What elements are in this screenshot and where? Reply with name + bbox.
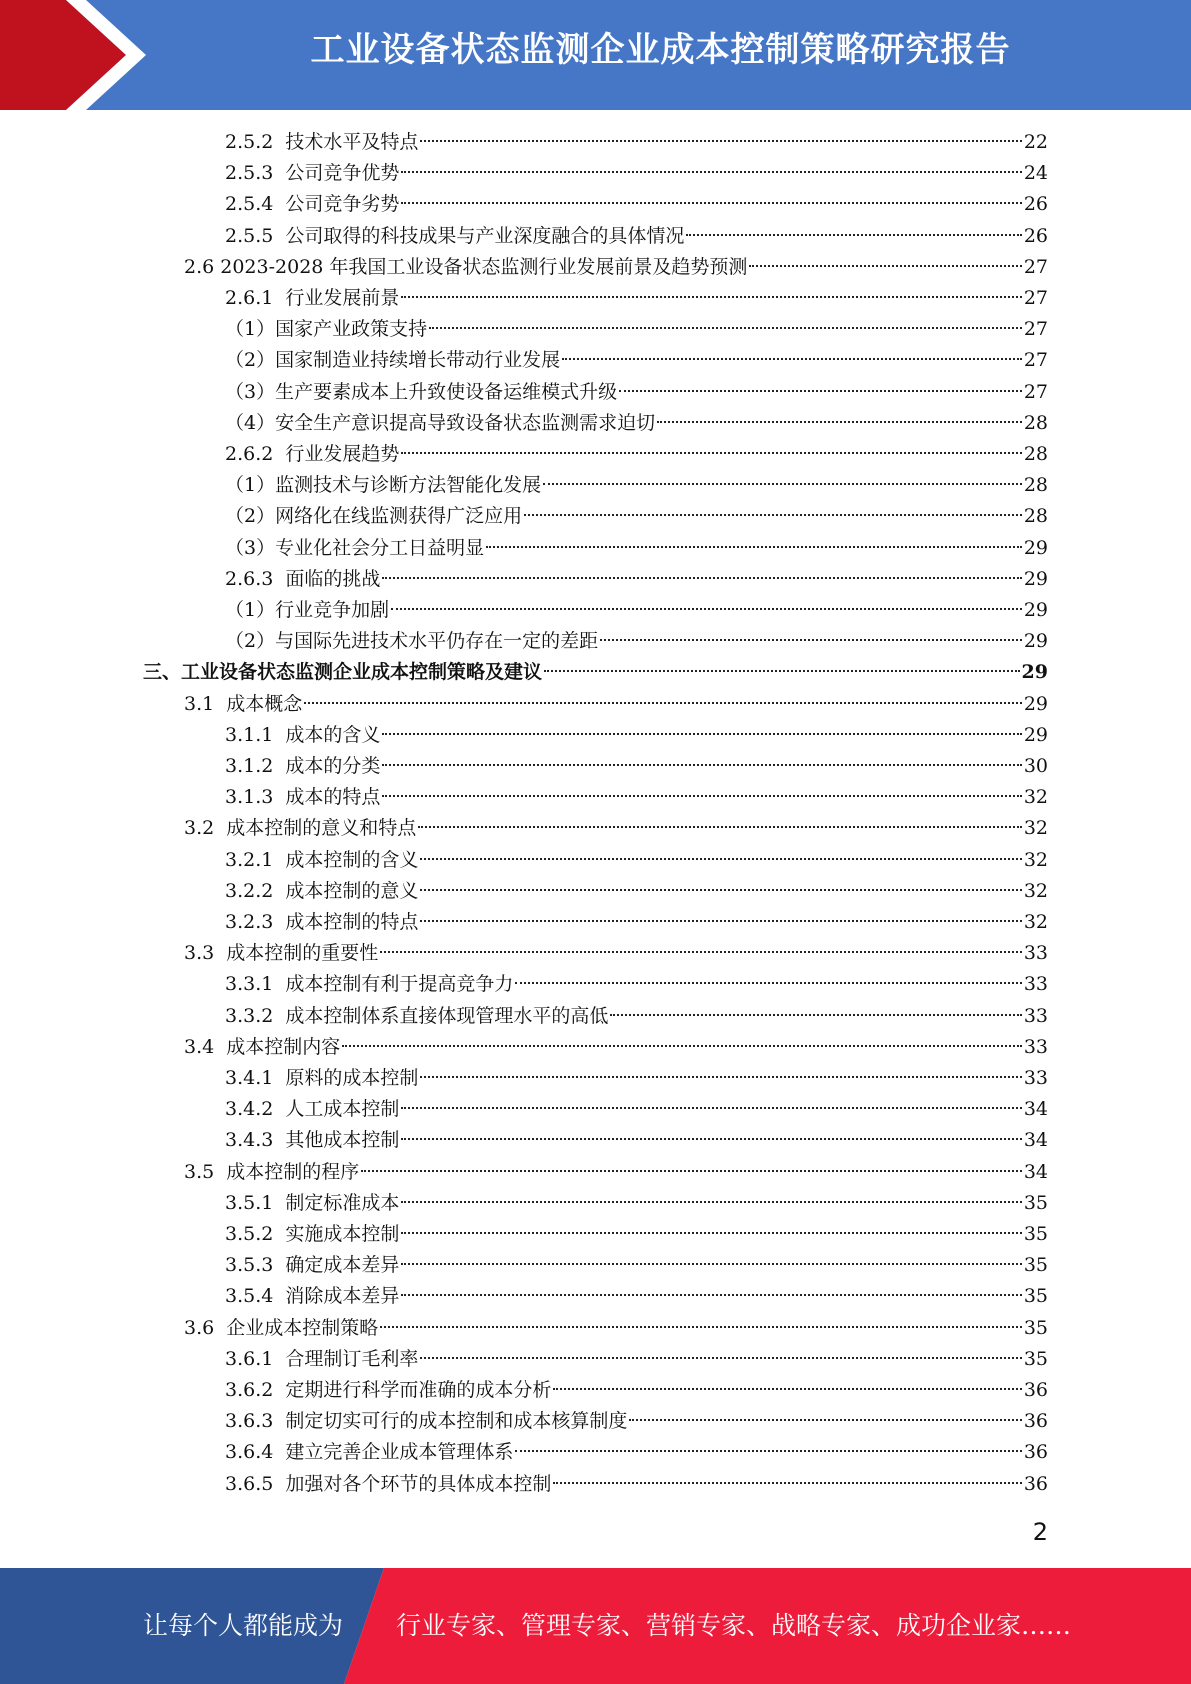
- toc-entry[interactable]: [184, 252, 1048, 283]
- toc-entry-title: （2）网络化在线监测获得广泛应用: [225, 505, 523, 528]
- toc-dot-leader: [486, 546, 1022, 548]
- toc-entry[interactable]: [225, 127, 1048, 158]
- toc-entry[interactable]: [225, 1375, 1048, 1406]
- toc-dot-leader: [553, 1388, 1021, 1390]
- toc-dot-leader: [420, 1076, 1021, 1078]
- toc-dot-leader: [420, 889, 1021, 891]
- toc-entry[interactable]: [225, 221, 1048, 252]
- footer-slogan-right: 行业专家、管理专家、营销专家、战略专家、成功企业家……: [396, 1611, 1072, 1640]
- toc-dot-leader: [401, 296, 1021, 298]
- toc-entry-title: 3.5.1 制定标准成本: [225, 1191, 400, 1214]
- toc-entry-title: 3.3.1 成本控制有利于提高竞争力: [225, 973, 514, 996]
- toc-entry-page: 29: [1023, 599, 1048, 621]
- footer-slogan-left: 让每个人都能成为: [143, 1611, 344, 1640]
- toc-entry[interactable]: [225, 189, 1048, 220]
- toc-dot-leader: [420, 858, 1021, 860]
- toc-entry-title: 2.5.4 公司竞争劣势: [225, 193, 400, 216]
- toc-entry-page: 29: [1023, 723, 1048, 746]
- toc-dot-leader: [401, 171, 1021, 173]
- toc-entry-title: 3.2.2 成本控制的意义: [225, 879, 419, 902]
- toc-entry[interactable]: [225, 751, 1048, 782]
- toc-entry[interactable]: [225, 1281, 1048, 1312]
- toc-entry-title: 三、工业设备状态监测企业成本控制策略及建议: [143, 661, 543, 684]
- toc-entry-page: 35: [1023, 1254, 1048, 1277]
- toc-entry[interactable]: [225, 876, 1048, 907]
- toc-entry-title: 3.5.4 消除成本差异: [225, 1285, 400, 1308]
- toc-entry[interactable]: [225, 1219, 1048, 1250]
- toc-entry[interactable]: [184, 1032, 1048, 1063]
- toc-entry-page: 28: [1023, 474, 1048, 497]
- toc-entry-title: 3.1.2 成本的分类: [225, 755, 381, 777]
- toc-entry[interactable]: [184, 813, 1048, 844]
- toc-entry-title: （3）专业化社会分工日益明显: [225, 536, 485, 559]
- toc-dot-leader: [600, 639, 1022, 641]
- toc-entry-page: 34: [1023, 1160, 1048, 1183]
- toc-entry-page: 27: [1023, 318, 1048, 341]
- toc-entry[interactable]: [184, 1157, 1048, 1188]
- toc-entry-page: 29: [1021, 661, 1048, 684]
- toc-entry-page: 33: [1023, 1004, 1048, 1027]
- toc-entry-title: 3.4 成本控制内容: [184, 1035, 341, 1058]
- toc-entry[interactable]: [225, 1094, 1048, 1125]
- toc-entry-title: 3.2 成本控制的意义和特点: [184, 817, 417, 840]
- toc-entry-title: 3.5.2 实施成本控制: [225, 1223, 400, 1245]
- toc-entry-title: （1）国家产业政策支持: [225, 318, 428, 341]
- toc-dot-leader: [382, 577, 1021, 579]
- toc-dot-leader: [619, 390, 1022, 392]
- toc-entry[interactable]: [225, 1001, 1048, 1032]
- toc-entry-page: 28: [1023, 411, 1048, 434]
- toc-entry[interactable]: [225, 1469, 1048, 1500]
- toc-entry-title: 3.5.3 确定成本差异: [225, 1254, 400, 1277]
- toc-entry-title: 2.5.3 公司竞争优势: [225, 162, 400, 185]
- toc-entry[interactable]: [225, 408, 1048, 439]
- toc-entry[interactable]: [225, 377, 1048, 408]
- toc-dot-leader: [361, 1170, 1022, 1172]
- toc-entry-page: 34: [1023, 1098, 1048, 1121]
- toc-entry-page: 29: [1023, 692, 1048, 715]
- toc-entry-page: 28: [1023, 505, 1048, 528]
- page-number: 2: [1032, 1518, 1048, 1546]
- toc-dot-leader: [553, 1482, 1021, 1484]
- toc-entry[interactable]: [225, 345, 1048, 376]
- toc-entry[interactable]: [225, 470, 1048, 501]
- toc-entry[interactable]: [225, 1344, 1048, 1375]
- toc-entry-title: （1）监测技术与诊断方法智能化发展: [225, 474, 542, 497]
- toc-entry-page: 27: [1023, 287, 1048, 309]
- toc-entry-page: 27: [1023, 255, 1048, 278]
- toc-entry-page: 35: [1023, 1223, 1048, 1245]
- toc-entry[interactable]: [225, 314, 1048, 345]
- toc-entry-page: 35: [1023, 1191, 1048, 1214]
- toc-entry-page: 35: [1023, 1347, 1048, 1370]
- toc-entry[interactable]: [225, 439, 1048, 470]
- toc-entry-title: （3）生产要素成本上升致使设备运维模式升级: [225, 380, 618, 403]
- toc-entry-title: 3.4.3 其他成本控制: [225, 1129, 400, 1152]
- toc-entry-page: 36: [1023, 1472, 1048, 1495]
- toc-entry-title: （2）与国际先进技术水平仍存在一定的差距: [225, 630, 599, 653]
- toc-entry[interactable]: [225, 1125, 1048, 1156]
- toc-entry-title: 2.5.2 技术水平及特点: [225, 131, 419, 153]
- toc-dot-leader: [657, 421, 1022, 423]
- toc-entry[interactable]: [225, 1188, 1048, 1219]
- toc-dot-leader: [401, 1263, 1021, 1265]
- toc-dot-leader: [515, 982, 1021, 984]
- toc-entry[interactable]: [143, 657, 1048, 688]
- toc-dot-leader: [380, 951, 1022, 953]
- toc-entry-page: 30: [1023, 755, 1048, 777]
- toc-dot-leader: [629, 1419, 1021, 1421]
- toc-entry-title: 3.6 企业成本控制策略: [184, 1316, 379, 1339]
- toc-dot-leader: [420, 1357, 1021, 1359]
- toc-entry-page: 22: [1023, 131, 1048, 153]
- toc-entry[interactable]: [184, 938, 1048, 969]
- toc-entry-title: 3.4.1 原料的成本控制: [225, 1067, 419, 1089]
- toc-entry-page: 29: [1023, 567, 1048, 590]
- toc-entry-title: （4）安全生产意识提高导致设备状态监测需求迫切: [225, 411, 656, 434]
- toc-entry-page: 35: [1023, 1285, 1048, 1308]
- toc-dot-leader: [401, 1201, 1021, 1203]
- toc-dot-leader: [418, 826, 1022, 828]
- toc-dot-leader: [401, 1294, 1021, 1296]
- toc-dot-leader: [562, 358, 1022, 360]
- toc-dot-leader: [342, 1045, 1022, 1047]
- toc-entry[interactable]: [225, 1063, 1048, 1094]
- toc-entry[interactable]: [225, 720, 1048, 751]
- toc-entry-page: 32: [1023, 786, 1048, 809]
- toc-dot-leader: [420, 920, 1021, 922]
- toc-entry[interactable]: [225, 1250, 1048, 1281]
- toc-entry[interactable]: [184, 689, 1048, 720]
- toc-entry[interactable]: [225, 501, 1048, 532]
- toc-entry[interactable]: [225, 595, 1048, 626]
- toc-entry-title: （2）国家制造业持续增长带动行业发展: [225, 349, 561, 372]
- toc-entry[interactable]: [225, 1406, 1048, 1437]
- toc-dot-leader: [382, 764, 1021, 766]
- toc-dot-leader: [391, 608, 1022, 610]
- toc-dot-leader: [380, 1326, 1022, 1328]
- toc-dot-leader: [401, 1107, 1021, 1109]
- toc-entry-title: 3.1.3 成本的特点: [225, 786, 381, 809]
- toc-entry[interactable]: [225, 158, 1048, 189]
- toc-entry-title: 3.6.2 定期进行科学而准确的成本分析: [225, 1379, 552, 1401]
- toc-entry-page: 32: [1023, 879, 1048, 902]
- page-header: [0, 0, 1191, 110]
- toc-dot-leader: [401, 1138, 1021, 1140]
- toc-entry-page: 32: [1023, 848, 1048, 871]
- toc-entry-page: 33: [1023, 942, 1048, 965]
- toc-entry-page: 32: [1023, 817, 1048, 840]
- toc-entry-title: 3.4.2 人工成本控制: [225, 1098, 400, 1121]
- toc-dot-leader: [544, 670, 1020, 672]
- toc-entry-page: 33: [1023, 1067, 1048, 1089]
- toc-dot-leader: [382, 733, 1021, 735]
- toc-dot-leader: [401, 1232, 1021, 1234]
- report-title: 工业设备状态监测企业成本控制策略研究报告: [310, 30, 1011, 70]
- toc-entry-title: 3.2.3 成本控制的特点: [225, 911, 419, 933]
- toc-dot-leader: [429, 327, 1022, 329]
- toc-entry[interactable]: [225, 782, 1048, 813]
- toc-entry-page: 36: [1023, 1441, 1048, 1464]
- toc-dot-leader: [382, 795, 1021, 797]
- toc-entry[interactable]: [225, 1437, 1048, 1468]
- toc-entry-title: （1）行业竞争加剧: [225, 599, 390, 621]
- toc-dot-leader: [401, 202, 1021, 204]
- toc-entry-page: 26: [1023, 224, 1048, 247]
- toc-entry-page: 33: [1023, 973, 1048, 996]
- toc-entry-title: 3.1.1 成本的含义: [225, 723, 381, 746]
- toc-entry-title: 3.6.1 合理制订毛利率: [225, 1347, 419, 1370]
- toc-entry-page: 36: [1023, 1410, 1048, 1433]
- toc-entry-page: 24: [1023, 162, 1048, 185]
- toc-entry[interactable]: [225, 969, 1048, 1000]
- toc-entry-title: 3.3 成本控制的重要性: [184, 942, 379, 965]
- toc-entry[interactable]: [225, 283, 1048, 314]
- toc-entry[interactable]: [225, 845, 1048, 876]
- toc-entry-page: 29: [1023, 630, 1048, 653]
- toc-entry-page: 26: [1023, 193, 1048, 216]
- toc-entry[interactable]: [225, 907, 1048, 938]
- toc-dot-leader: [610, 1014, 1021, 1016]
- toc-entry-title: 2.6 2023-2028 年我国工业设备状态监测行业发展前景及趋势预测: [184, 255, 748, 278]
- toc-entry-page: 33: [1023, 1035, 1048, 1058]
- toc-dot-leader: [749, 265, 1021, 267]
- toc-entry-page: 29: [1023, 536, 1048, 559]
- toc-dot-leader: [304, 702, 1022, 704]
- toc-entry-title: 3.6.4 建立完善企业成本管理体系: [225, 1441, 514, 1464]
- toc-entry-title: 2.5.5 公司取得的科技成果与产业深度融合的具体情况: [225, 224, 685, 247]
- toc-entry[interactable]: [225, 533, 1048, 564]
- toc-entry-title: 2.6.1 行业发展前景: [225, 287, 400, 309]
- toc-entry[interactable]: [225, 564, 1048, 595]
- toc-entry-page: 35: [1023, 1316, 1048, 1339]
- toc-dot-leader: [524, 514, 1022, 516]
- toc-entry-title: 3.5 成本控制的程序: [184, 1160, 360, 1183]
- toc-entry-title: 3.2.1 成本控制的含义: [225, 848, 419, 871]
- toc-entry-title: 3.6.5 加强对各个环节的具体成本控制: [225, 1472, 552, 1495]
- toc-entry-title: 3.3.2 成本控制体系直接体现管理水平的高低: [225, 1004, 609, 1027]
- toc-entry-title: 3.1 成本概念: [184, 692, 303, 715]
- toc-dot-leader: [401, 452, 1021, 454]
- toc-entry-page: 32: [1023, 911, 1048, 933]
- toc-dot-leader: [515, 1450, 1021, 1452]
- toc-entry-page: 36: [1023, 1379, 1048, 1401]
- page-footer: [0, 1568, 1191, 1684]
- toc-entry-page: 27: [1023, 380, 1048, 403]
- toc-entry[interactable]: [184, 1313, 1048, 1344]
- toc-dot-leader: [420, 140, 1021, 142]
- toc-dot-leader: [686, 234, 1021, 236]
- toc-dot-leader: [543, 483, 1022, 485]
- toc-entry-title: 2.6.3 面临的挑战: [225, 567, 381, 590]
- toc-entry-page: 28: [1023, 443, 1048, 465]
- toc-entry-page: 27: [1023, 349, 1048, 372]
- toc-entry-title: 3.6.3 制定切实可行的成本控制和成本核算制度: [225, 1410, 628, 1433]
- toc-entry-page: 34: [1023, 1129, 1048, 1152]
- toc-entry[interactable]: [225, 626, 1048, 657]
- toc-entry-title: 2.6.2 行业发展趋势: [225, 443, 400, 465]
